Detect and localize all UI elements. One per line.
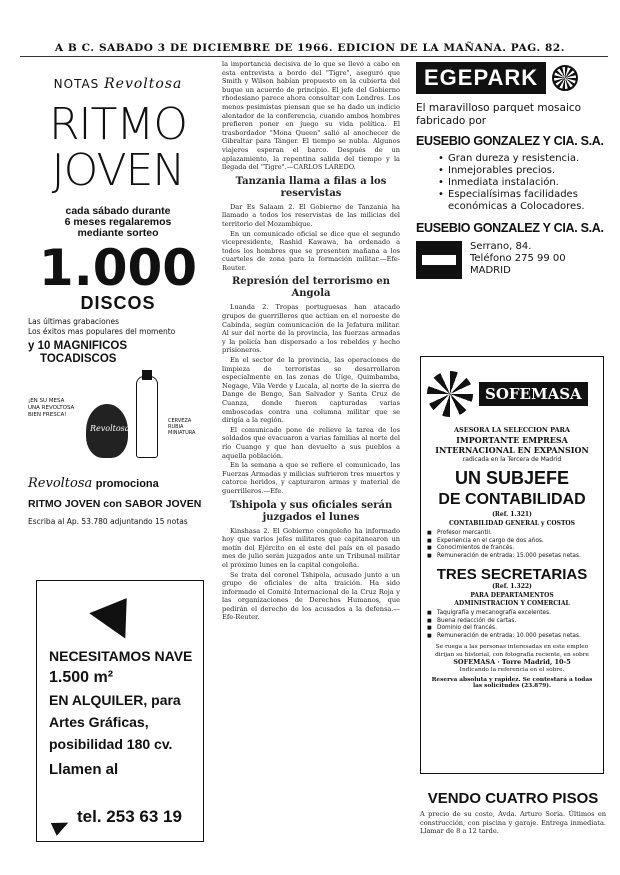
angola-paragraph-3: El comunicado pone de relieve la tarea de los soldados que evacuaron a varias familias al norte del río Cuango y que han devuelto a sus pueblos a aquella población. — [222, 425, 400, 460]
news-column — [222, 60, 400, 623]
nave-phone: tel. 253 63 19 — [77, 807, 182, 826]
sofemasa-importante: IMPORTANTE EMPRESA — [456, 435, 568, 445]
sofemasa-asesora: ASESORA LA SELECCION PARA — [454, 426, 570, 434]
egepark-desc-1: El maravilloso parquet mosaico — [416, 102, 582, 114]
angola-paragraph-4: En la semana a que se refiere el comunicado, las Fuerzas Armadas y milicias sufrieron tres muertos y catorce heridos, y capturaron armas y material de guerrilleros.—Efe. — [222, 461, 400, 495]
angola-paragraph-1: Luanda 2. Tropas portuguesas han atacado grupos de guerrilleros que actúan en el noroeste de Cabinda, según comunicación de la Jefatura militar. Al sur del norte de la provincia, las fuerzas armadas y la policía han dispersado a los rebeldes y hecho prisioneros. — [222, 303, 400, 355]
sofemasa-radicada: radicada en la Tercera de Madrid — [462, 456, 562, 463]
nave-line-2: 1.500 m² — [49, 669, 114, 686]
ref-1: (Ref. 1.321) — [492, 511, 532, 518]
header-rule — [20, 56, 608, 57]
pisos-title: VENDO CUATRO PISOS — [427, 790, 599, 807]
headline-tanzania: Tanzania llama a filas a los reservistas — [235, 175, 387, 199]
escriba-line: Escriba al Ap. 53.780 adjuntando 15 notas — [28, 517, 188, 526]
ritmo-sabor-line: RITMO JOVEN con SABOR JOVEN — [28, 498, 202, 510]
notas-label: NOTAS — [53, 77, 100, 91]
nave-line-3: EN ALQUILER, para — [49, 692, 181, 708]
promo-line-3: mediante sorteo — [77, 227, 159, 239]
tocadiscos-line-1: y 10 MAGNIFICOS — [28, 340, 128, 352]
mosaic-icon — [552, 65, 578, 91]
requirement-item: ■ Profesor mercantil. — [427, 530, 597, 538]
nave-line-6: Llamen al — [49, 761, 119, 778]
egepark-address-3: MADRID — [470, 265, 511, 276]
discos-label: DISCOS — [80, 293, 156, 313]
requirement-item: ■ Experiencia en el cargo de dos años. — [427, 538, 597, 546]
joven-title: JOVEN — [51, 145, 185, 196]
feature-item: • Gran dureza y resistencia. — [436, 153, 606, 165]
secretarias-title: TRES SECRETARIAS — [436, 566, 588, 583]
sofemasa-internacional: INTERNACIONAL EN EXPANSION — [435, 445, 589, 455]
feature-item: • Inmejorables precios. — [436, 165, 606, 177]
egepark-logo: EGEPARK — [416, 62, 546, 94]
pisos-text: A precio de su costo, Avda. Arturo Soria. Últimos en construcción, con piscina y garaje. Entrega inmediata. Llamar de 8 a 12 tarde. — [420, 810, 606, 836]
egepark-address-1: Serrano, 84. — [470, 241, 532, 252]
ritmo-joven-ad — [28, 62, 208, 562]
intro-paragraph: la importancia decisiva de lo que se llevó a cabo en esta entrevista a bordo del "Tigre", aseguró que Smith y Wilson habían propuesto en la cubierta del buque un acuerdo de principio. El jefe del Gobierno rhodesiano parece ahora consultar con Londres. Los menos pesimistas piensan que se ha dado un indicio alentador de la conferencia, cuando ambos hombres prefieren poner en juego su vida política. El trasbordador "Mona Queen" salió al anochecer de Gibraltar para Tánger. El tiempo se nubla. Algunos viajeros esperan el barco. Después de un aplazamiento, la repentina salida del tiempo y la llegada del "Tigre".—CARLOS LAREDO. — [222, 60, 400, 172]
requirement-item: ■ Remuneración de entrada: 15.000 pesetas netas. — [427, 553, 597, 561]
angola-paragraph-2: En el sector de la provincia, las operaciones de limpieza de terroristas se desarrollaron especialmente en las zonas de Uíge, Quimbamba, Negage, Vila Verde y Lucala, al norte de la sierra de Dange de Bengo, San Salvador y Santa Cruz de Cuanza, donde fueron capturadas varias emboscadas contra una columna militar que se dirigía a la región. — [222, 356, 400, 425]
nave-line-5: posibilidad 180 cv. — [49, 736, 173, 752]
pinwheel-icon — [427, 371, 473, 417]
promo-line-2: 6 meses regalaremos — [64, 216, 172, 228]
tocadiscos-line-2: TOCADISCOS — [40, 353, 117, 365]
bottle-label: Revoltosa — [90, 424, 130, 433]
tshipola-paragraph-1: Kinshasa 2. El Gobierno congoleño ha informado hoy que varios jefes militares que capitanearon un motín del Ejército en el este del país en el pasado mes de julio serán juzgados ante un Tribunal militar el próximo lunes en la capital congoleña. — [222, 526, 400, 569]
nave-line-1: NECESITAMOS NAVE — [49, 648, 193, 664]
promo-word: promociona — [95, 478, 159, 490]
feature-item: • Inmediata instalación. — [436, 177, 606, 189]
arrow-logo-icon — [89, 585, 145, 638]
contact-line-1: Se ruega a las personas interesadas en este empleo dirijan su historial, con fotografía reciente, en sobre — [435, 644, 589, 658]
conta-line: CONTABILIDAD GENERAL y COSTOS — [449, 520, 575, 527]
egepark-ad — [416, 62, 606, 342]
admin-line: ADMINISTRACION Y COMERCIAL — [454, 599, 570, 607]
contact-line-2: SOFEMASA · Torre Madrid, 10-5 — [453, 658, 571, 666]
phone-arrow-icon — [51, 816, 71, 835]
tanzania-paragraph-2: En un comunicado oficial se dice que el segundo vicepresidente, Rashid Kawawa, ha ordenado a todos los hombres que se presenten mañana a los cuarteles de zona para la formación militar.—Efe-Reuter. — [222, 229, 400, 272]
egepark-logo-block — [416, 241, 462, 279]
requirement-item: ■ Dominio del francés. — [427, 625, 597, 633]
egepark-company-2: EUSEBIO GONZALEZ Y CIA. S.A. — [416, 221, 604, 235]
nave-ad — [36, 580, 204, 842]
ref-2: (Ref. 1.322) — [492, 583, 532, 590]
egepark-desc-2: fabricado por — [416, 115, 487, 127]
grab-line-2: Los éxitos mas populares del momento — [28, 327, 176, 336]
big-number: 1.000 — [38, 239, 198, 297]
nave-line-4: Artes Gráficas, — [49, 714, 149, 730]
egepark-company: EUSEBIO GONZALEZ Y CIA. S.A. — [416, 134, 604, 148]
feature-item: • Especialísimas facilidades económicas a Colocadores. — [436, 189, 606, 213]
grab-line-1: Las últimas grabaciones — [28, 317, 119, 326]
subjefe-title: UN SUBJEFE — [454, 468, 570, 488]
side-note: CERVEZA RUBIA MINIATURA — [168, 418, 196, 436]
sofemasa-ad — [420, 356, 604, 774]
promo-brand: Revoltosa — [28, 476, 93, 491]
page-header: A B C. SABADO 3 DE DICIEMBRE DE 1966. EDICION DE LA MAÑANA. PAG. 82. — [54, 42, 566, 54]
requirement-item: ■ Buena redacción de cartas. — [427, 618, 597, 626]
egepark-address-2: Teléfono 275 99 00 — [470, 253, 566, 264]
requirement-item: ■ Remuneración de entrada: 10.000 pesetas netas. — [427, 633, 597, 641]
contabilidad-title: DE CONTABILIDAD — [438, 491, 586, 508]
bottle-icon — [136, 376, 158, 458]
headline-angola: Represión del terrorismo en Angola — [231, 276, 391, 300]
bottle-note: ¡EN SU MESA UNA REVOLTOSA BIEN FRESCA! — [28, 398, 75, 418]
para-line: PARA DEPARTAMENTOS — [470, 592, 554, 599]
tanzania-paragraph-1: Dar Es Salaam 2. El Gobierno de Tanzania ha llamado a todos los reservistas de las milicias del territorio del Mozambique. — [222, 202, 400, 228]
sofemasa-logo: SOFEMASA — [479, 382, 588, 406]
revoltosa-brand: Revoltosa — [104, 76, 183, 92]
headline-tshipola: Tshipola y sus oficiales serán juzgados el lunes — [229, 499, 393, 523]
requirement-item: ■ Taquigrafía y mecanografía excelentes. — [427, 610, 597, 618]
bottle-neck-icon — [142, 370, 152, 380]
reserva-line: Reserva absoluta y rapidez. Se contestará a todas las solicitudes (23.879). — [431, 677, 593, 689]
ritmo-title: RITMO — [48, 99, 188, 150]
tshipola-paragraph-2: Se trata del coronel Tshipola, acusado junto a un grupo de oficiales de alta traición. Ha sido informado el Comité Internacional de la Cruz Roja y las organizaciones de Derechos Humanos, que pedirán el derecho de los acusados a la defensa.—Efe-Reuter. — [222, 570, 400, 622]
pisos-ad — [420, 790, 606, 836]
promo-line-1: cada sábado durante — [65, 205, 171, 217]
requirement-item: ■ Conocimientos de francés. — [427, 545, 597, 553]
contact-line-3: Indicando la referencia en el sobre. — [459, 666, 565, 673]
